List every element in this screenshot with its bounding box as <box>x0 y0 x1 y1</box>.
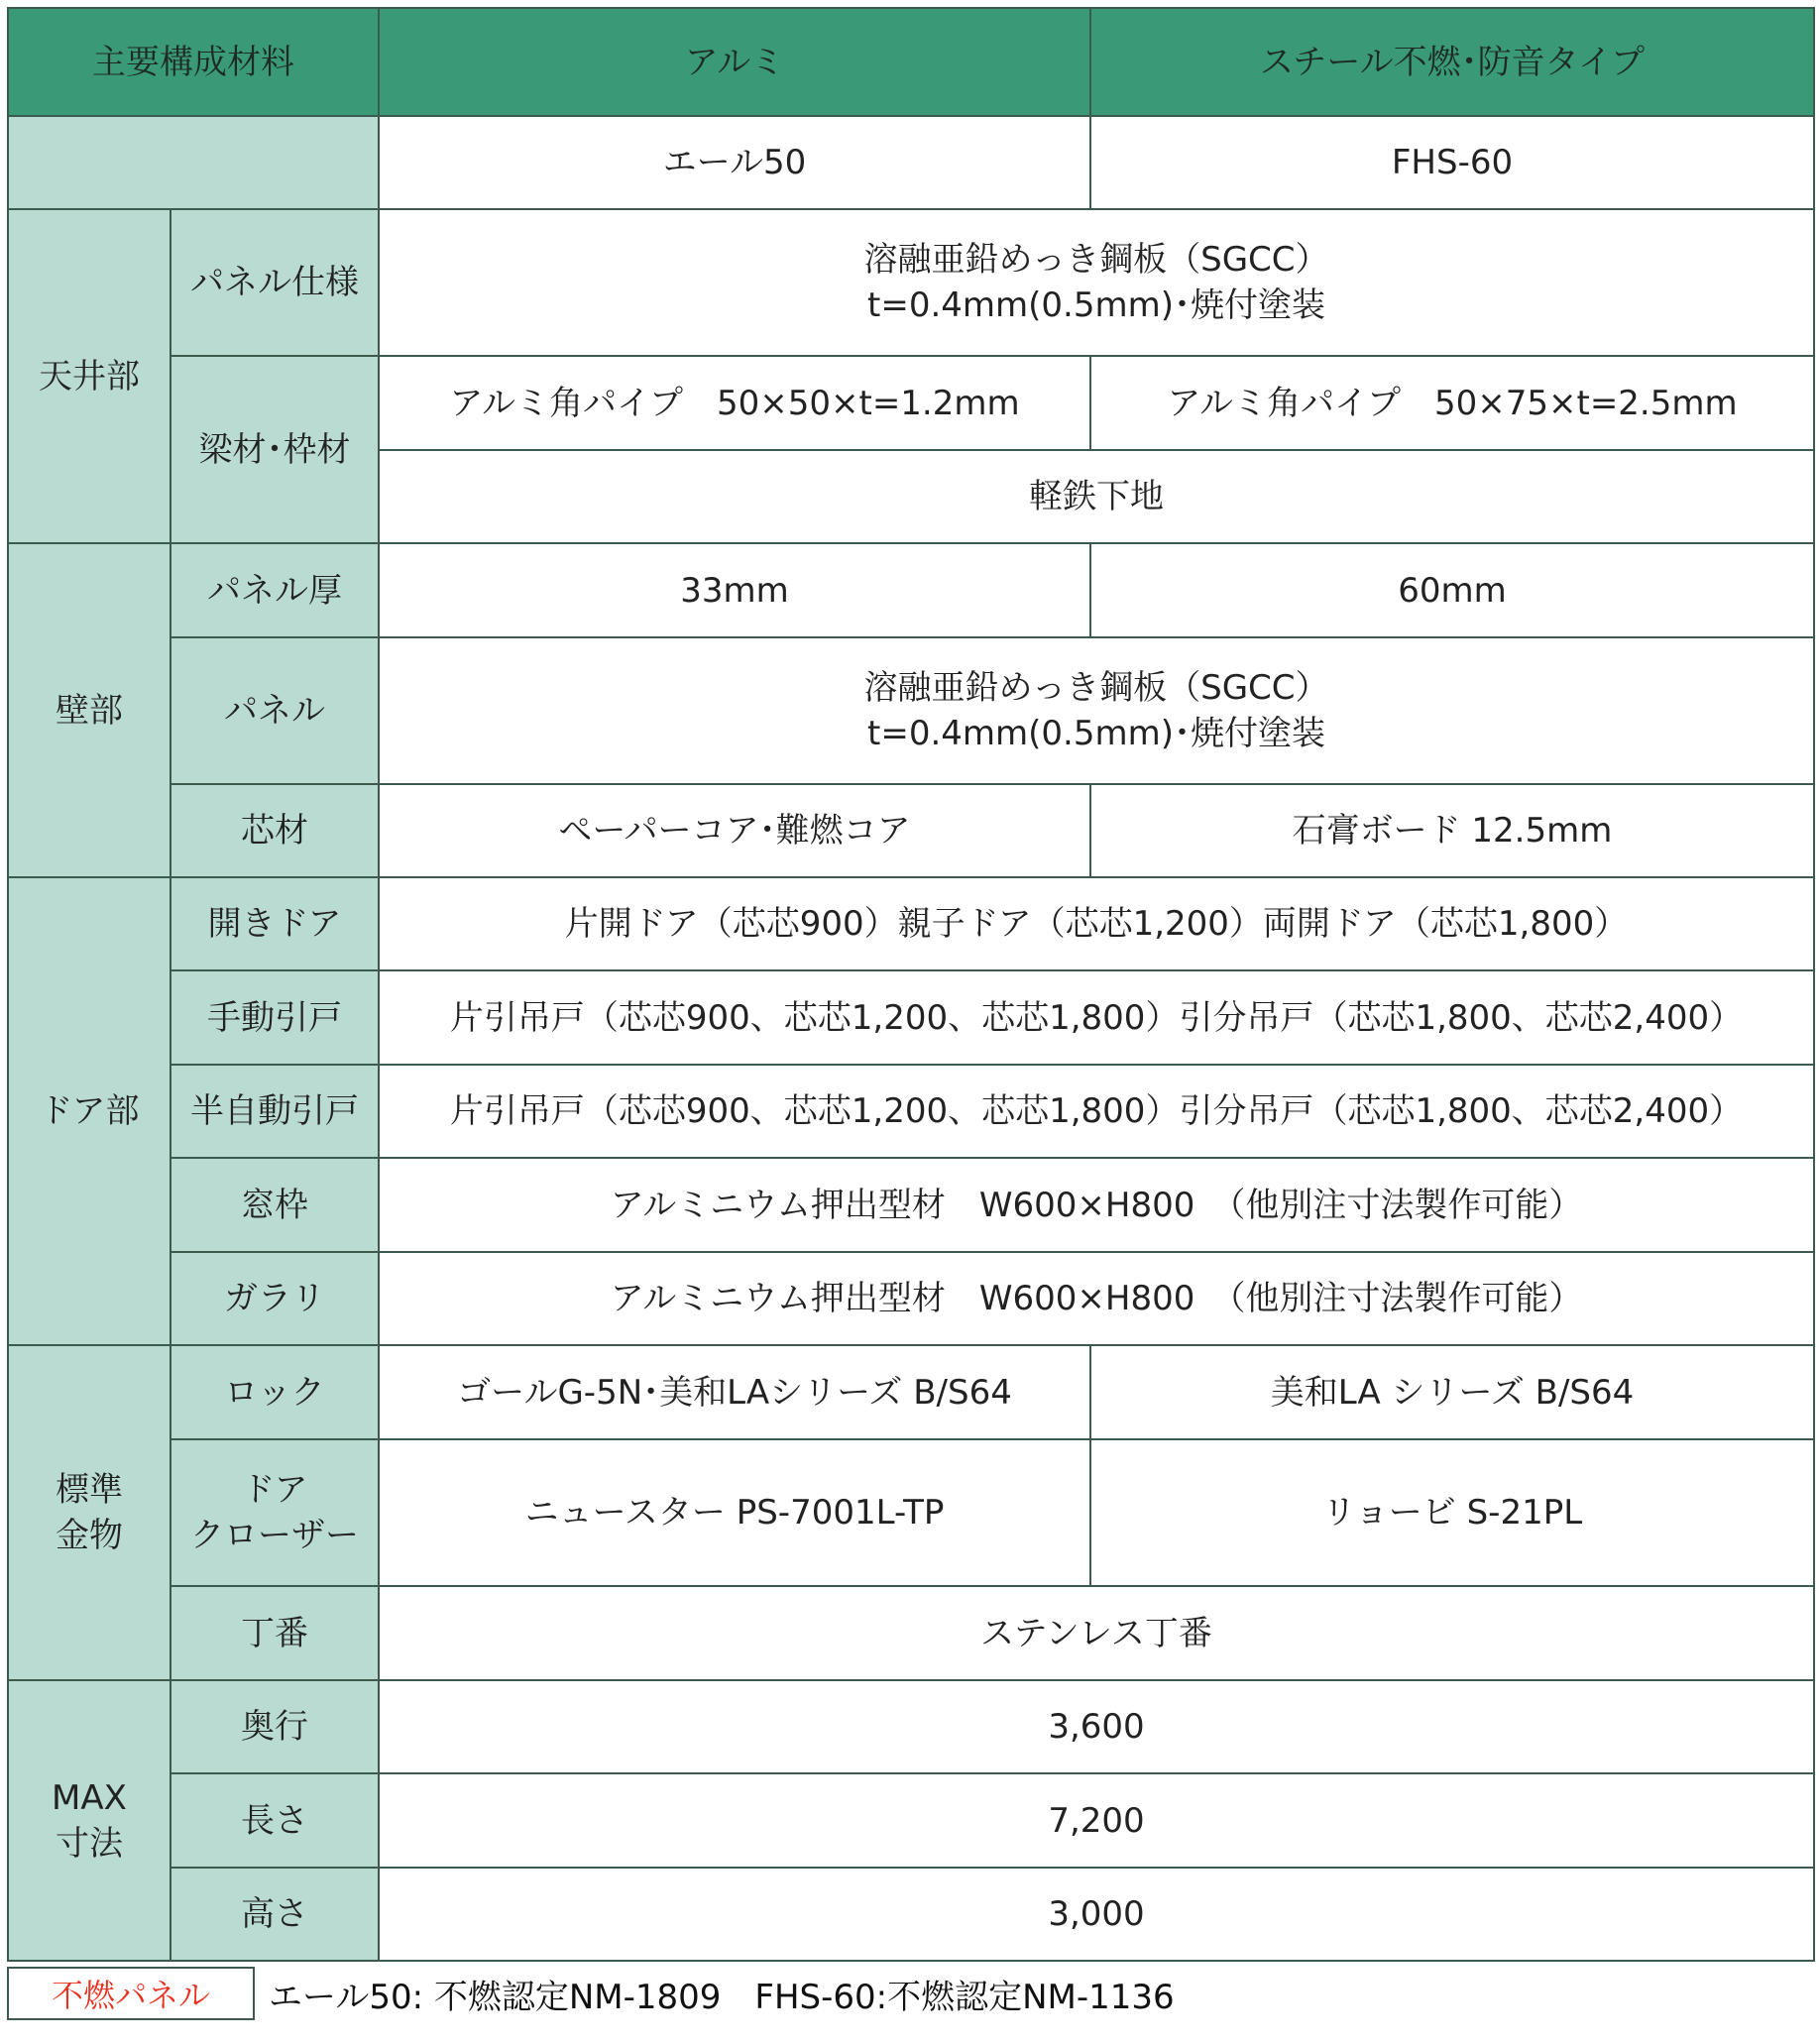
hardware-lock-col2: 美和LA シリーズ B/S64 <box>1090 1345 1814 1439</box>
max-height-row <box>8 1868 1814 1961</box>
model-label-cell <box>8 116 379 209</box>
category-max-line2: 寸法 <box>56 1823 123 1864</box>
max-height-label: 高さ <box>171 1868 379 1961</box>
wall-core-col2: 石膏ボード 12.5mm <box>1090 784 1814 877</box>
wall-panel-row <box>8 637 1814 784</box>
door-row-value: 片引吊戸（芯芯900、芯芯1,200、芯芯1,800）引分吊戸（芯芯1,800、芯芯2,400） <box>379 970 1814 1065</box>
max-height-value: 3,000 <box>379 1868 1814 1961</box>
ceiling-beam-row <box>8 356 1814 450</box>
category-max-size <box>8 1680 171 1961</box>
door-row-value: 片引吊戸（芯芯900、芯芯1,200、芯芯1,800）引分吊戸（芯芯1,800、芯芯2,400） <box>379 1065 1814 1158</box>
category-wall: 壁部 <box>8 543 171 877</box>
max-depth-value: 3,600 <box>379 1680 1814 1773</box>
hardware-hinge-row <box>8 1586 1814 1680</box>
ceiling-beams-col1: アルミ角パイプ 50×50×t=1.2mm <box>379 356 1090 450</box>
door-row <box>8 1252 1814 1345</box>
wall-panel-line1: 溶融亜鉛めっき鋼板（SGCC） <box>863 668 1329 708</box>
door-row-label: 開きドア <box>171 877 379 970</box>
wall-core-label: 芯材 <box>171 784 379 877</box>
door-row-label: 窓枠 <box>171 1158 379 1252</box>
ceiling-panel-spec-value <box>379 209 1814 356</box>
door-row-value: アルミニウム押出型材 W600×H800 （他別注寸法製作可能） <box>379 1252 1814 1345</box>
wall-thickness-label: パネル厚 <box>171 543 379 637</box>
door-row-value: アルミニウム押出型材 W600×H800 （他別注寸法製作可能） <box>379 1158 1814 1252</box>
wall-panel-line2: t=0.4mm(0.5mm)･焼付塗装 <box>867 714 1325 753</box>
category-max-line1: MAX <box>52 1777 127 1818</box>
door-row <box>8 1065 1814 1158</box>
door-row <box>8 877 1814 970</box>
door-row-value: 片開ドア（芯芯900）親子ドア（芯芯1,200）両開ドア（芯芯1,800） <box>379 877 1814 970</box>
door-row <box>8 970 1814 1065</box>
spec-table <box>7 7 1815 1962</box>
hardware-lock-col1: ゴールG-5N･美和LAシリーズ B/S64 <box>379 1345 1090 1439</box>
hardware-hinge-label: 丁番 <box>171 1586 379 1680</box>
model-col2: FHS-60 <box>1090 116 1814 209</box>
hardware-lock-row <box>8 1345 1814 1439</box>
header-row <box>8 8 1814 116</box>
category-ceiling: 天井部 <box>8 209 171 543</box>
nonflammable-badge: 不燃パネル <box>7 1967 255 2020</box>
wall-thickness-col2: 60mm <box>1090 543 1814 637</box>
max-length-label: 長さ <box>171 1773 379 1868</box>
wall-core-col1: ペーパーコア･難燃コア <box>379 784 1090 877</box>
ceiling-panel-spec-line2: t=0.4mm(0.5mm)･焼付塗装 <box>867 285 1325 325</box>
wall-core-row <box>8 784 1814 877</box>
door-row <box>8 1158 1814 1252</box>
hardware-lock-label: ロック <box>171 1345 379 1439</box>
category-door: ドア部 <box>8 877 171 1345</box>
model-col1: エール50 <box>379 116 1090 209</box>
ceiling-panel-spec-label: パネル仕様 <box>171 209 379 356</box>
hardware-closer-label-line2: クローザー <box>190 1516 359 1555</box>
footer <box>7 1965 1175 2022</box>
header-col-steel: スチール不燃･防音タイプ <box>1090 8 1814 116</box>
hardware-hinge-value: ステンレス丁番 <box>379 1586 1814 1680</box>
door-row-label: ガラリ <box>171 1252 379 1345</box>
door-row-label: 手動引戸 <box>171 970 379 1065</box>
ceiling-beams-common: 軽鉄下地 <box>379 450 1814 543</box>
ceiling-panel-row <box>8 209 1814 356</box>
model-row <box>8 116 1814 209</box>
category-hardware-line2: 金物 <box>56 1516 123 1555</box>
max-depth-row <box>8 1680 1814 1773</box>
ceiling-panel-spec-line1: 溶融亜鉛めっき鋼板（SGCC） <box>863 240 1329 280</box>
door-row-label: 半自動引戸 <box>171 1065 379 1158</box>
wall-panel-value <box>379 637 1814 784</box>
hardware-closer-row <box>8 1439 1814 1586</box>
hardware-closer-label <box>171 1439 379 1586</box>
wall-thickness-row <box>8 543 1814 637</box>
hardware-closer-label-line1: ドア <box>241 1470 308 1510</box>
max-length-value: 7,200 <box>379 1773 1814 1868</box>
category-hardware <box>8 1345 171 1680</box>
category-hardware-line1: 標準 <box>56 1470 123 1510</box>
wall-thickness-col1: 33mm <box>379 543 1090 637</box>
certification-note: エール50: 不燃認定NM-1809 FHS-60:不燃認定NM-1136 <box>269 1977 1175 2017</box>
header-col-aluminum: アルミ <box>379 8 1090 116</box>
ceiling-beams-label: 梁材･枠材 <box>171 356 379 543</box>
hardware-closer-col2: リョービ S-21PL <box>1090 1439 1814 1586</box>
ceiling-beams-col2: アルミ角パイプ 50×75×t=2.5mm <box>1090 356 1814 450</box>
max-depth-label: 奥行 <box>171 1680 379 1773</box>
max-length-row <box>8 1773 1814 1868</box>
header-label: 主要構成材料 <box>8 8 379 116</box>
wall-panel-label: パネル <box>171 637 379 784</box>
hardware-closer-col1: ニュースター PS-7001L-TP <box>379 1439 1090 1586</box>
